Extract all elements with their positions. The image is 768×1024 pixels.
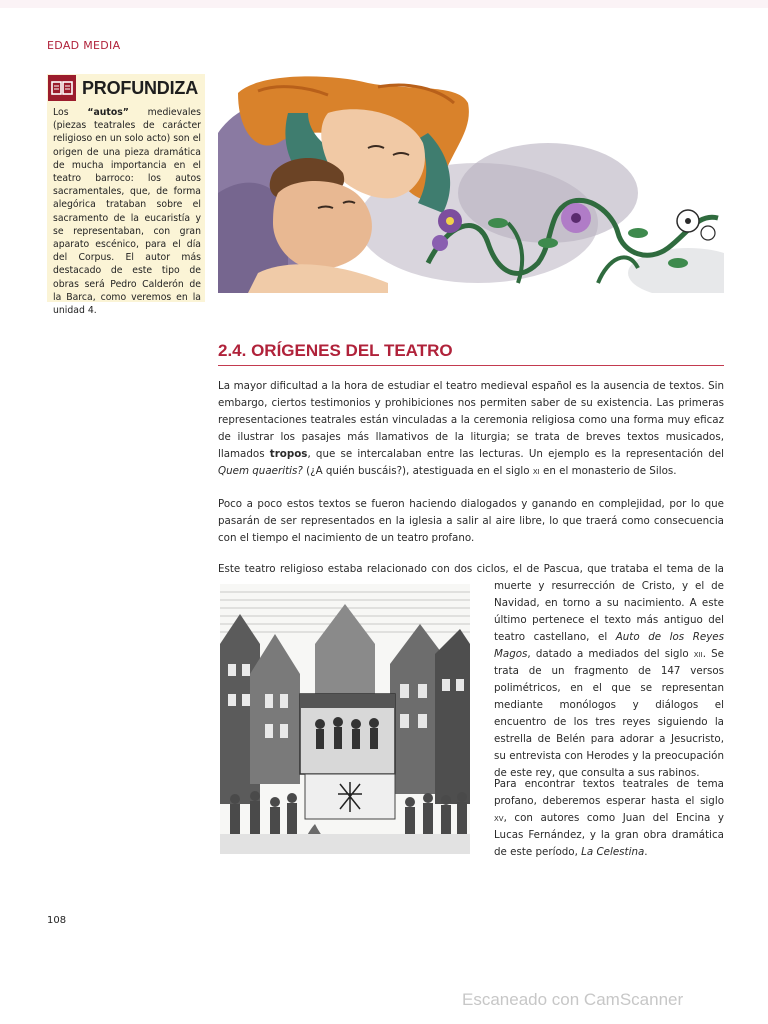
- hero-illustration: [218, 73, 724, 293]
- section-heading: 2.4. ORÍGENES DEL TEATRO: [218, 341, 724, 366]
- section-label: EDAD MEDIA: [47, 39, 121, 52]
- paragraph-1: La mayor dificultad a la hora de estudiar el teatro medieval español es la ausencia de textos. Sin embargo, ciertos testimonios y prohibiciones nos permiten saber de su existencia. Las primeras representaciones teatrales están vinculadas a la ceremonia religiosa como una forma muy eficaz de ilustrar los pasajes más llamativos de la liturgia; se trata de breves textos musicados, llamados tropos, que se intercalaban entre las lecturas. Un ejemplo es la representación del Quem quaeritis? (¿A quién buscáis?), atestiguada en el siglo xi en el monasterio de Silos.: [218, 380, 724, 477]
- open-book-icon: [48, 75, 76, 101]
- paragraph-3-first-line: Este teatro religioso estaba relacionado con dos ciclos, el de Pascua, que trataba el tema de la: [218, 563, 724, 575]
- profundiza-header: [47, 74, 205, 102]
- camscanner-watermark: Escaneado con CamScanner: [462, 990, 684, 1009]
- profundiza-title: PROFUNDIZA: [82, 77, 198, 98]
- page-number: 108: [47, 915, 67, 926]
- top-band: [0, 0, 768, 8]
- profundiza-text: Los “autos” medievales (piezas teatrales de carácter religioso en un solo acto) son el origen de una pieza dramática de mucha importancia en el teatro barroco: los autos sacramentales, que, de forma alegórica trataban sobre el sacramento de la eucaristía y se representaban, con gran aparato escénico, para el día del Corpus. El autor más destacado de este tipo de obras será Pedro Calderón de la Barca, como veremos en la unidad 4.: [53, 107, 201, 317]
- theatre-engraving: [220, 584, 470, 854]
- paragraph-4: Para encontrar textos teatrales de tema profano, deberemos esperar hasta el siglo xv, con autores como Juan del Encina y Lucas Fernández, y la gran obra dramática de este período, La Celestina.: [494, 778, 724, 858]
- profundiza-box: [47, 74, 205, 317]
- paragraph-2: Poco a poco estos textos se fueron haciendo dialogados y ganando en complejidad, por lo que pasarán de ser representados en la iglesia a salir al aire libre, lo que traerá como consecuencia con el tiempo el nacimiento de un teatro profano.: [218, 498, 724, 544]
- paragraph-3: muerte y resurrección de Cristo, y el de Navidad, en torno a su nacimiento. A este último pertenece el texto más antiguo del teatro castellano, el Auto de los Reyes Magos, datado a mediados del siglo xii. Se trata de un fragmento de 147 versos polimétricos, en el que se representan mediante monólogos y diálogos el encuentro de los tres reyes siguiendo la estrella de Belén para adorar a Jesucristo, su entrevista con Herodes y la preocupación de este rey, que consulta a sus rabinos.: [494, 580, 724, 779]
